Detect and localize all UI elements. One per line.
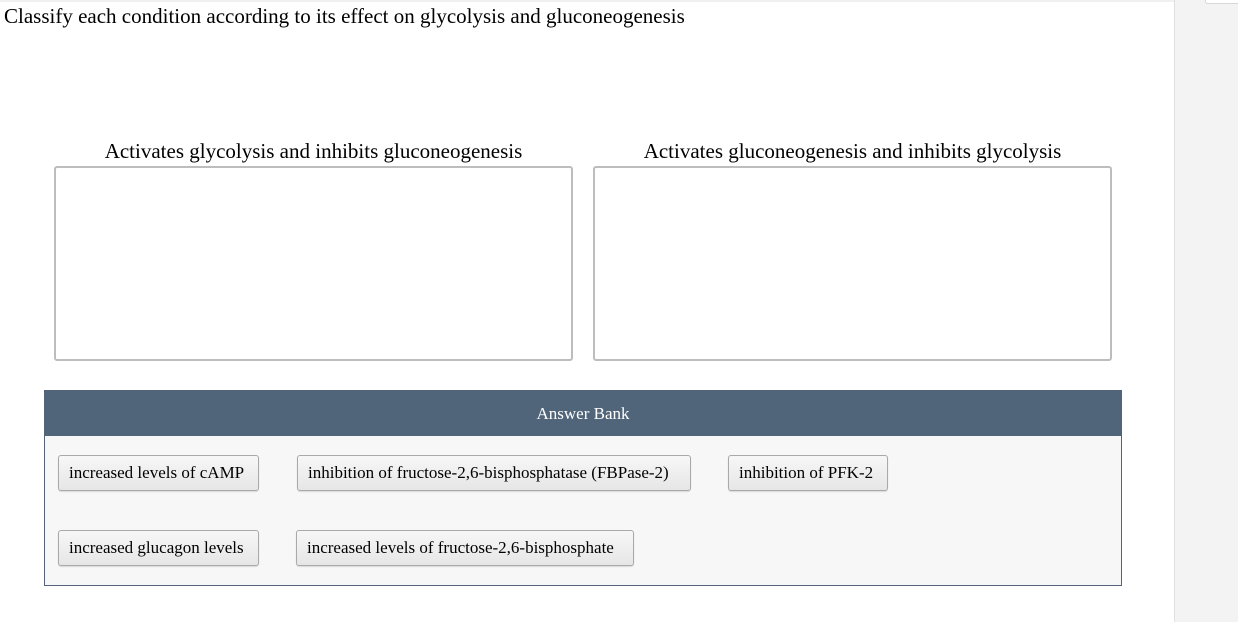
answer-bank[interactable] [44, 390, 1122, 586]
bin-activates-glycolysis [54, 137, 573, 361]
bin-title: Activates gluconeogenesis and inhibits glycolysis [643, 139, 1062, 163]
top-divider [0, 0, 1174, 2]
drop-zone-activates-gluconeogenesis[interactable] [593, 166, 1112, 361]
bin-title: Activates glycolysis and inhibits gluconeogenesis [104, 139, 523, 163]
answer-chip-increased-glucagon[interactable]: increased glucagon levels [58, 530, 259, 566]
right-side-panel [1174, 0, 1238, 622]
answer-chip-inhibition-fbpase2[interactable]: inhibition of fructose-2,6-bisphosphatase (FBPase-2) [297, 455, 691, 491]
answer-chip-inhibition-pfk2[interactable]: inhibition of PFK-2 [728, 455, 888, 491]
answer-chip-increased-camp[interactable]: increased levels of cAMP [58, 455, 259, 491]
bin-activates-gluconeogenesis [593, 137, 1112, 361]
drop-zone-activates-glycolysis[interactable] [54, 166, 573, 361]
answer-chip-increased-f26bp[interactable]: increased levels of fructose-2,6-bisphosphate [296, 530, 634, 566]
answer-bank-header: Answer Bank [45, 391, 1121, 436]
question-instructions: Classify each condition according to its effect on glycolysis and gluconeogenesis [4, 4, 685, 28]
panel-tab-edge[interactable] [1205, 0, 1238, 4]
